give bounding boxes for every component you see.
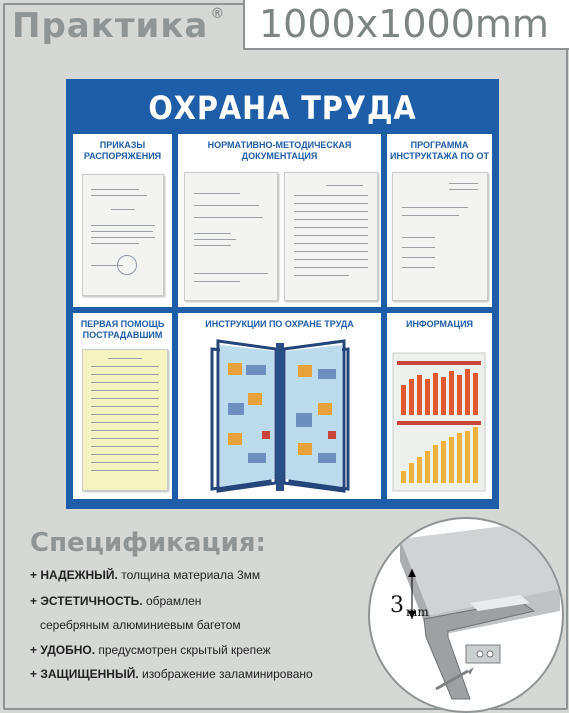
brand-name: Практика [12, 6, 209, 46]
spec-item-text: предусмотрен скрытый крепеж [95, 643, 271, 657]
spec-item-text: обрамлен [142, 594, 202, 608]
panel-title: ПРИКАЗЫ РАСПОРЯЖЕНИЯ [83, 140, 162, 161]
board-title: ОХРАНА ТРУДА [148, 89, 417, 127]
panel-title: ПРОГРАММА ИНСТРУКТАЖА ПО ОТ [390, 140, 489, 161]
document-sheet [82, 349, 168, 491]
document-sheet [184, 172, 278, 301]
spec-item-text: толщина материала 3мм [117, 568, 261, 582]
panel-safety-instructions [178, 313, 381, 499]
panel-orders [73, 134, 172, 307]
frame-detail-circle [368, 517, 564, 713]
info-charts-icon [387, 313, 492, 499]
panel-title: НОРМАТИВНО-МЕТОДИЧЕСКАЯ ДОКУМЕНТАЦИЯ [207, 140, 352, 161]
panel-title: ИНСТРУКЦИИ ПО ОХРАНЕ ТРУДА [205, 319, 354, 329]
panel-information [387, 313, 492, 499]
panel-briefing-program [387, 134, 492, 307]
stamp-icon [117, 255, 137, 275]
stand-board [66, 79, 499, 509]
spec-item-text: изображение заламинировано [138, 667, 313, 681]
thickness-unit: mm [406, 605, 429, 619]
document-sheet [392, 172, 488, 301]
panel-title: ИНФОРМАЦИЯ [405, 319, 474, 329]
document-sheet [284, 172, 378, 301]
spec-title: Спецификация: [30, 528, 266, 558]
spec-item-bold: + УДОБНО. [30, 643, 96, 657]
spec-item [30, 594, 201, 608]
spec-item [30, 643, 271, 657]
spec-item-bold: + ЭСТЕТИЧНОСТЬ. [30, 594, 143, 608]
flip-system-icon [178, 313, 381, 499]
spec-item-text: серебряным алюминиевым багетом [40, 618, 241, 632]
size-label: 1000x1000mm [259, 2, 549, 46]
brand-logo [12, 6, 225, 46]
panel-first-aid [73, 313, 172, 499]
spec-item [30, 568, 260, 582]
panel-title: ПЕРВАЯ ПОМОЩЬ ПОСТРАДАВШИМ [80, 319, 165, 340]
spec-item [40, 618, 241, 632]
spec-item-bold: + ЗАЩИЩЕННЫЙ. [30, 667, 139, 681]
panel-regulatory-docs [178, 134, 381, 307]
spec-item-bold: + НАДЕЖНЫЙ. [30, 568, 118, 582]
spec-item [30, 667, 313, 681]
document-sheet [82, 174, 164, 296]
thickness-number: 3 [390, 593, 404, 618]
registered-mark: ® [210, 6, 226, 22]
